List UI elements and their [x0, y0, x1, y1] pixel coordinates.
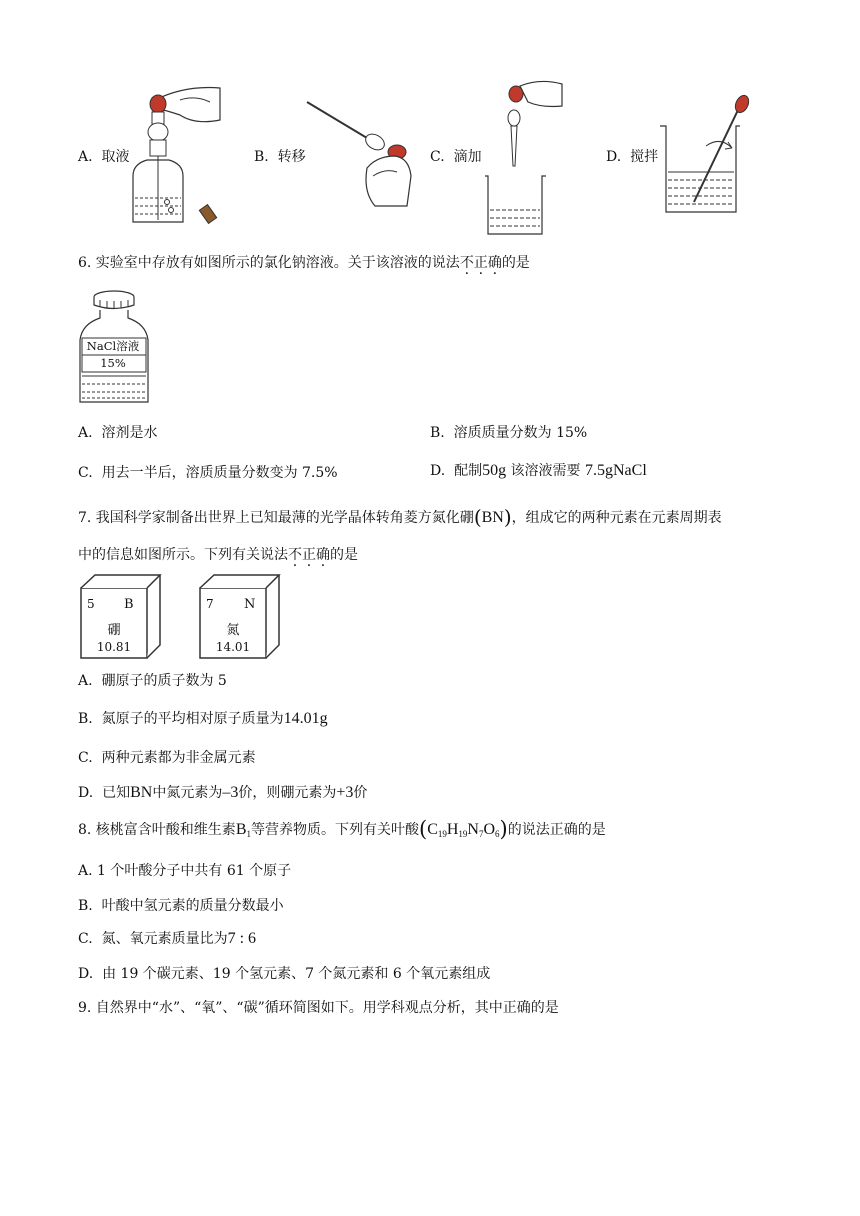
- q8-option-c[interactable]: C. 氮、氧元素质量比为7 : 6: [78, 930, 257, 947]
- q7-option-b[interactable]: B. 氮原子的平均相对原子质量为14.01g: [78, 710, 328, 727]
- hand-dropper-icon: [305, 96, 415, 211]
- nacl-label-line2: 15%: [100, 356, 126, 370]
- q6-option-c[interactable]: C. 用去一半后，溶质质量分数变为 7.5%: [78, 465, 338, 481]
- q5-option-a[interactable]: A. 取液: [78, 149, 130, 165]
- boron-number: 5: [87, 597, 95, 611]
- q5-option-d[interactable]: D. 搅拌: [606, 149, 659, 165]
- vitamin-b1: $B_1$: [235, 821, 251, 839]
- q6-option-b[interactable]: B. 溶质质量分数为 15%: [430, 425, 588, 441]
- nitrogen-number: 7: [206, 597, 214, 611]
- nitrogen-symbol: N: [244, 597, 256, 612]
- q7-stem-line1: 7. 我国科学家制备出世界上已知最薄的光学晶体转角菱方氮化硼(BN)，组成它的两种元素在元素周期表: [78, 505, 722, 529]
- boron-name: 硼: [107, 623, 121, 638]
- nitrogen-mass: 14.01: [215, 640, 251, 654]
- q6-option-a[interactable]: A. 溶剂是水: [78, 425, 158, 441]
- q6-stem: 6. 实验室中存放有如图所示的氯化钠溶液。关于该溶液的说法不正确的是: [78, 255, 530, 271]
- dropper-beaker-icon: [480, 78, 570, 238]
- nacl-label-line1: NaCl溶液: [86, 339, 140, 353]
- folic-acid-formula: $C_{19}H_{19}N_7O_6$: [427, 821, 500, 839]
- q6-option-d[interactable]: D. 配制50g 该溶液需要 7.5gNaCl: [430, 462, 647, 479]
- q7-option-c[interactable]: C. 两种元素都为非金属元素: [78, 750, 256, 766]
- q8-option-b[interactable]: B. 叶酸中氢元素的质量分数最小: [78, 898, 284, 914]
- q8-stem: 8. 核桃富含叶酸和维生素$B_1$等营养物质。下列有关叶酸$(C_{19}H_{19}N_7O_6)$的说法正确的是: [78, 817, 606, 841]
- boron-mass: 10.81: [96, 640, 132, 654]
- formula-bn: BN: [481, 509, 504, 526]
- q7-stem-line2: 中的信息如图所示。下列有关说法不正确的是: [78, 547, 358, 563]
- dropper-bottle-icon: [125, 80, 235, 230]
- q5-option-c[interactable]: C. 滴加: [430, 149, 482, 165]
- q5-option-b[interactable]: B. 转移: [254, 149, 306, 165]
- q7-option-d[interactable]: D. 已知BN中氮元素为–3价，则硼元素为+3价: [78, 784, 368, 801]
- boron-symbol: B: [124, 597, 134, 612]
- nitrogen-name: 氮: [226, 623, 240, 638]
- q7-option-a[interactable]: A. 硼原子的质子数为 5: [78, 673, 227, 689]
- beaker-stir-icon: [658, 92, 758, 217]
- q8-option-a[interactable]: A. 1 个叶酸分子中共有 61 个原子: [78, 863, 292, 879]
- q9-stem: 9. 自然界中“水”、“氧”、“碳”循环简图如下。用学科观点分析，其中正确的是: [78, 1000, 559, 1016]
- q8-option-d[interactable]: D. 由 19 个碳元素、19 个氢元素、7 个氮元素和 6 个氧元素组成: [78, 966, 491, 982]
